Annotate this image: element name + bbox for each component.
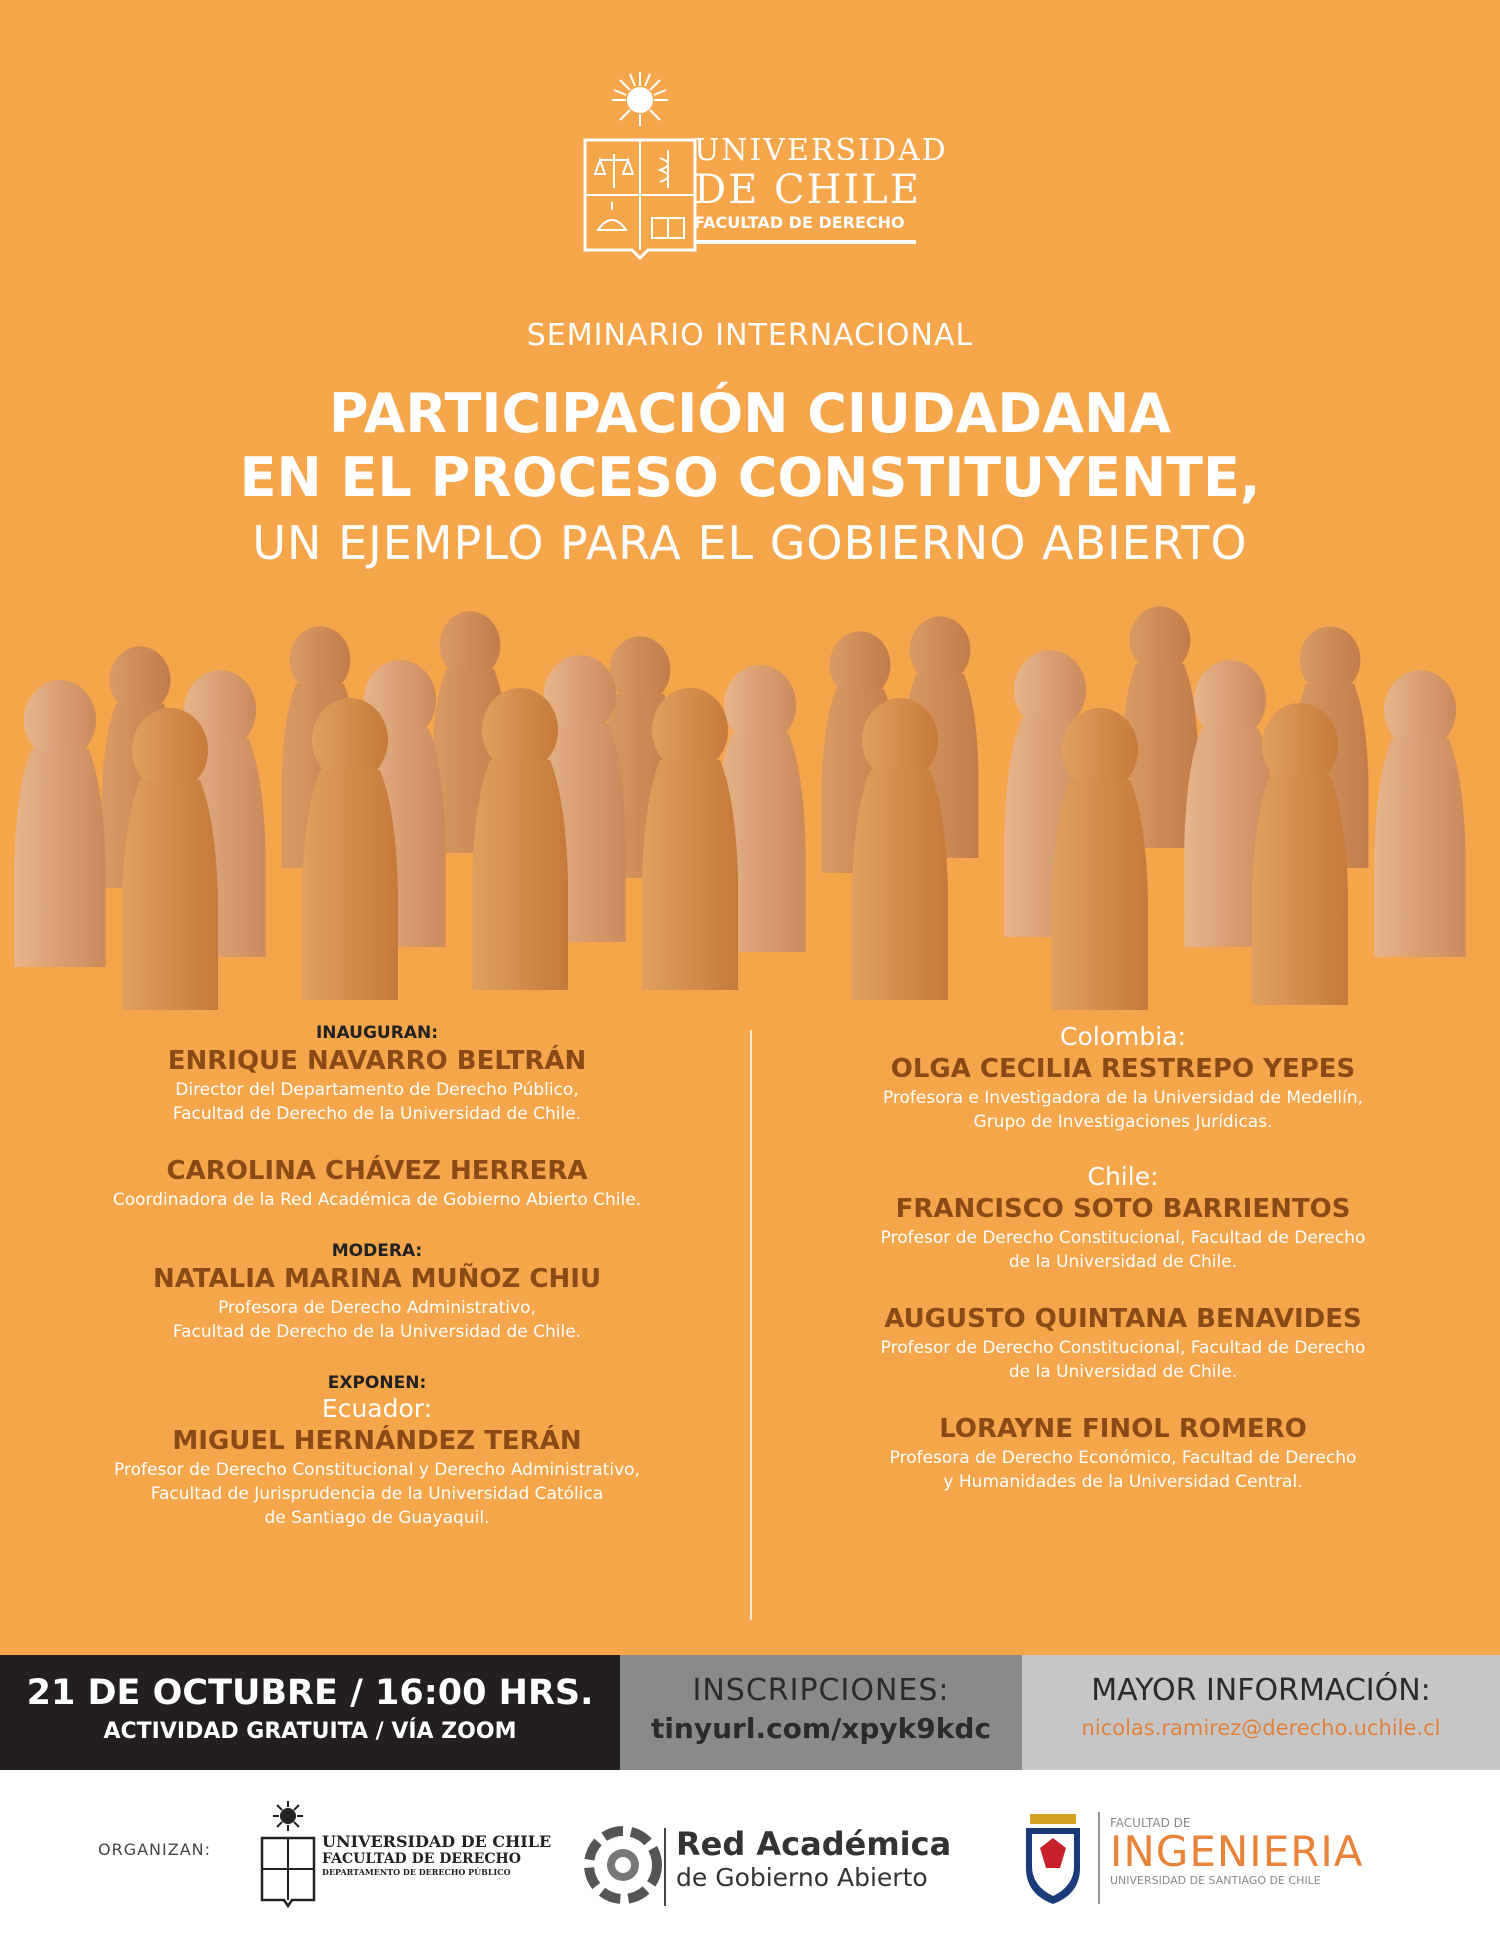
wooden-figures-image — [0, 600, 1500, 1020]
speaker-affiliation: Facultad de Derecho de la Universidad de Chile. — [172, 1322, 582, 1342]
registration-panel — [620, 1655, 1022, 1770]
org1-line3: DEPARTAMENTO DE DERECHO PÚBLICO — [322, 1867, 511, 1877]
speaker-affiliation: de Santiago de Guayaquil. — [264, 1508, 490, 1528]
speaker-affiliation: Profesora e Investigadora de la Universidad de Medellín, — [882, 1088, 1364, 1108]
speaker-affiliation: Director del Departamento de Derecho Público, — [175, 1080, 579, 1100]
event-date-time: 21 DE OCTUBRE / 16:00 HRS. — [26, 1673, 594, 1713]
event-modality: ACTIVIDAD GRATUITA / VÍA ZOOM — [103, 1719, 517, 1744]
speaker-name: CAROLINA CHÁVEZ HERRERA — [166, 1156, 588, 1186]
logo-line-universidad: UNIVERSIDAD — [694, 133, 948, 168]
speaker-affiliation: de la Universidad de Chile. — [1008, 1362, 1238, 1382]
org3-text — [1110, 1816, 1364, 1887]
org3-line1: FACULTAD DE — [1110, 1816, 1191, 1830]
event-title — [0, 382, 1500, 510]
org3-divider — [1098, 1812, 1100, 1904]
organizers-label: ORGANIZAN: — [98, 1840, 212, 1859]
registration-label: INSCRIPCIONES: — [692, 1673, 950, 1708]
column-divider — [750, 1030, 752, 1620]
contact-label: MAYOR INFORMACIÓN: — [1091, 1673, 1431, 1708]
speaker-affiliation: Grupo de Investigaciones Jurídicas. — [973, 1112, 1273, 1132]
contact-panel — [1022, 1655, 1500, 1770]
org3-line3: UNIVERSIDAD DE SANTIAGO DE CHILE — [1110, 1874, 1321, 1887]
contact-email[interactable]: nicolas.ramirez@derecho.uchile.cl — [1081, 1716, 1441, 1740]
org3-line2: INGENIERIA — [1110, 1827, 1364, 1876]
university-logo-text — [694, 134, 948, 244]
speaker-affiliation: Facultad de Derecho de la Universidad de Chile. — [172, 1104, 582, 1124]
event-title-line2: EN EL PROCESO CONSTITUYENTE, — [239, 446, 1261, 509]
registration-link[interactable]: tinyurl.com/xpyk9kdc — [650, 1712, 992, 1745]
event-title-line1: PARTICIPACIÓN CIUDADANA — [328, 382, 1172, 445]
country-label: Chile: — [1087, 1162, 1159, 1191]
label-inauguran: INAUGURAN: — [315, 1023, 439, 1043]
speaker-name: LORAYNE FINOL ROMERO — [939, 1414, 1307, 1444]
logo-line-de-chile: DE CHILE — [694, 167, 922, 213]
speaker-affiliation: Profesora de Derecho Económico, Facultad de Derecho — [889, 1448, 1357, 1468]
speaker-name: MIGUEL HERNÁNDEZ TERÁN — [172, 1426, 582, 1456]
date-panel — [0, 1655, 620, 1770]
organizers-footer — [0, 1770, 1500, 1941]
logo-rule — [694, 240, 916, 244]
logo-line-facultad: FACULTAD DE DERECHO — [694, 213, 905, 232]
speaker-name: NATALIA MARINA MUÑOZ CHIU — [152, 1264, 602, 1294]
country-label: Colombia: — [1060, 1022, 1186, 1051]
speaker-affiliation: Profesor de Derecho Constitucional, Facultad de Derecho — [880, 1338, 1366, 1358]
org2-divider — [664, 1828, 666, 1906]
event-subtitle: UN EJEMPLO PARA EL GOBIERNO ABIERTO — [252, 516, 1248, 570]
speaker-affiliation: Coordinadora de la Red Académica de Gobierno Abierto Chile. — [112, 1190, 642, 1210]
event-type: SEMINARIO INTERNACIONAL — [526, 318, 974, 353]
speaker-affiliation: de la Universidad de Chile. — [1008, 1252, 1238, 1272]
label-modera: MODERA: — [331, 1241, 423, 1261]
speaker-affiliation: Profesor de Derecho Constitucional y Derecho Administrativo, — [114, 1460, 640, 1480]
org1-line2: FACULTAD DE DERECHO — [322, 1851, 521, 1867]
org2-text — [676, 1825, 951, 1893]
speakers-right-column — [758, 1022, 1488, 1494]
speaker-affiliation: y Humanidades de la Universidad Central. — [943, 1472, 1303, 1492]
speaker-affiliation: Profesora de Derecho Administrativo, — [218, 1298, 536, 1318]
org2-line1: Red Académica — [676, 1825, 952, 1863]
usach-crest-icon — [1018, 1808, 1088, 1908]
speaker-name: FRANCISCO SOTO BARRIENTOS — [895, 1194, 1351, 1224]
speaker-name: AUGUSTO QUINTANA BENAVIDES — [884, 1304, 1362, 1334]
org2-line2: de Gobierno Abierto — [676, 1863, 928, 1892]
red-academica-logo-icon — [578, 1820, 668, 1910]
speakers-left-column — [12, 1022, 742, 1530]
speaker-affiliation: Facultad de Jurisprudencia de la Universidad Católica — [150, 1484, 604, 1504]
speaker-name: ENRIQUE NAVARRO BELTRÁN — [167, 1046, 587, 1076]
speaker-affiliation: Profesor de Derecho Constitucional, Facultad de Derecho — [880, 1228, 1366, 1248]
org1-text — [322, 1832, 551, 1877]
org1-line1: UNIVERSIDAD DE CHILE — [322, 1832, 552, 1851]
speaker-name: OLGA CECILIA RESTREPO YEPES — [890, 1054, 1356, 1084]
label-exponen: EXPONEN: — [327, 1373, 427, 1393]
country-label: Ecuador: — [321, 1394, 433, 1423]
